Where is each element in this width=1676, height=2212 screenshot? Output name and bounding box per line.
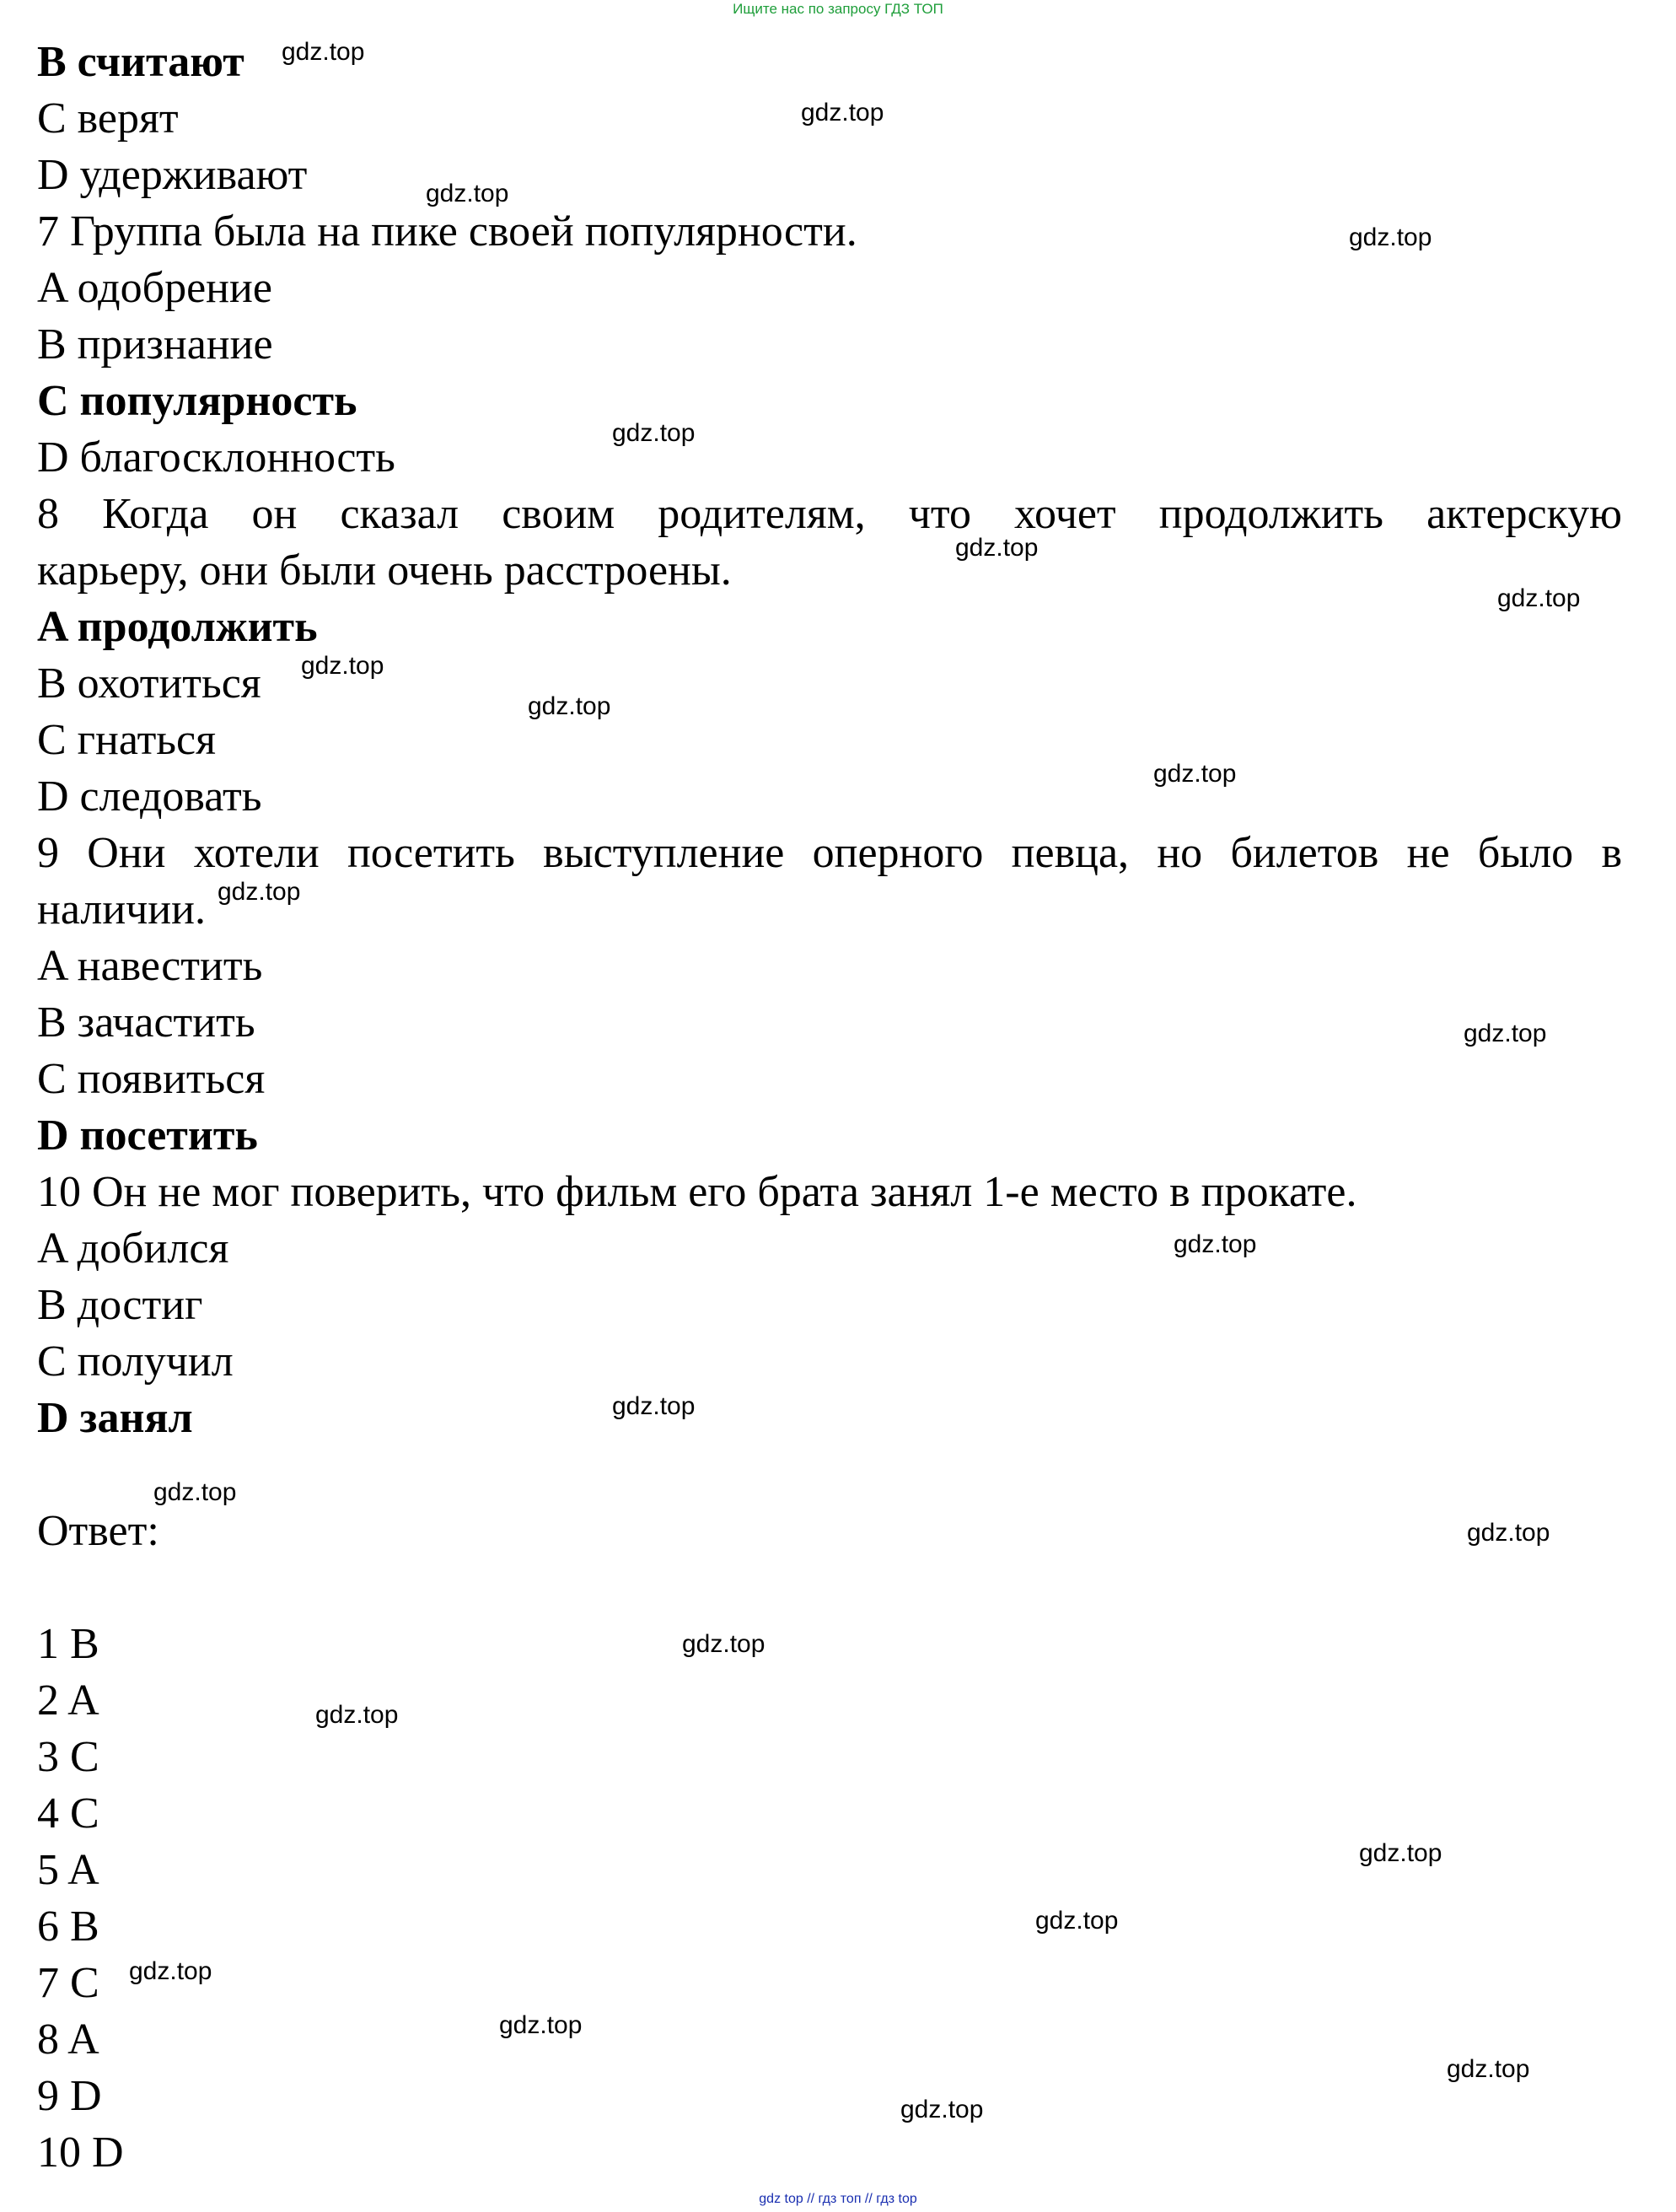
watermark: gdz.top xyxy=(1174,1230,1257,1258)
answer-item: 3 C xyxy=(37,1733,99,1781)
q10-option-a: A добился xyxy=(37,1224,229,1273)
q10-option-d-correct: D занял xyxy=(37,1394,193,1442)
q7-sentence: 7 Группа была на пике своей популярности. xyxy=(37,207,857,256)
watermark: gdz.top xyxy=(612,419,696,447)
q9-option-c: C появиться xyxy=(37,1055,266,1103)
answer-item: 2 A xyxy=(37,1676,99,1725)
watermark: gdz.top xyxy=(1153,760,1237,788)
watermark: gdz.top xyxy=(129,1957,212,1985)
q9-sentence-line2: наличии. xyxy=(37,885,206,934)
watermark: gdz.top xyxy=(1497,584,1581,612)
q10-option-c: C получил xyxy=(37,1337,234,1386)
watermark: gdz.top xyxy=(1349,223,1432,251)
q7-option-a: A одобрение xyxy=(37,264,272,312)
q6-option-c: C верят xyxy=(37,94,179,143)
watermark: gdz.top xyxy=(499,2011,583,2039)
watermark: gdz.top xyxy=(153,1478,237,1506)
watermark: gdz.top xyxy=(1035,1907,1119,1935)
answer-heading: Ответ: xyxy=(37,1507,159,1555)
watermark: gdz.top xyxy=(301,652,384,680)
watermark: gdz.top xyxy=(282,38,365,66)
q9-sentence-line1: 9 Они хотели посетить выступление оперного певца, но билетов не было в xyxy=(37,829,1622,877)
answer-item: 1 B xyxy=(37,1620,99,1668)
q6-option-b-correct: B считают xyxy=(37,38,244,86)
watermark: gdz.top xyxy=(1359,1839,1442,1867)
watermark: gdz.top xyxy=(315,1701,399,1729)
watermark: gdz.top xyxy=(682,1630,765,1658)
watermark: gdz.top xyxy=(612,1392,696,1420)
q8-option-b: B охотиться xyxy=(37,659,261,708)
q8-option-a-correct: A продолжить xyxy=(37,603,318,651)
answer-item: 8 A xyxy=(37,2016,99,2064)
q10-option-b: B достиг xyxy=(37,1281,203,1329)
q8-option-c: C гнаться xyxy=(37,716,217,764)
answer-item: 9 D xyxy=(37,2072,102,2120)
watermark: gdz.top xyxy=(1447,2055,1530,2083)
watermark: gdz.top xyxy=(955,534,1039,562)
q7-option-c-correct: C популярность xyxy=(37,377,357,425)
q9-option-d-correct: D посетить xyxy=(37,1111,258,1160)
answer-item: 4 C xyxy=(37,1790,99,1838)
footer-links: gdz top // гдз топ // гдз top xyxy=(759,2192,917,2206)
q7-option-d: D благосклонность xyxy=(37,433,395,482)
q8-sentence-line1: 8 Когда он сказал своим родителям, что хочет продолжить актерскую xyxy=(37,490,1622,538)
watermark: gdz.top xyxy=(426,180,509,207)
answer-item: 6 B xyxy=(37,1903,99,1951)
answer-item: 10 D xyxy=(37,2129,124,2177)
q6-option-d: D удерживают xyxy=(37,151,308,199)
q9-option-b: B зачастить xyxy=(37,998,255,1047)
watermark: gdz.top xyxy=(900,2096,984,2123)
answer-item: 7 C xyxy=(37,1959,99,2007)
top-banner: Ищите нас по запросу ГДЗ ТОП xyxy=(733,1,943,17)
q8-sentence-line2: карьеру, они были очень расстроены. xyxy=(37,546,732,595)
watermark: gdz.top xyxy=(218,878,301,906)
answer-item: 5 A xyxy=(37,1846,99,1894)
q10-sentence: 10 Он не мог поверить, что фильм его брата занял 1-е место в прокате. xyxy=(37,1168,1357,1216)
q9-option-a: A навестить xyxy=(37,942,263,990)
watermark: gdz.top xyxy=(1464,1020,1547,1047)
watermark: gdz.top xyxy=(1467,1519,1550,1547)
q8-option-d: D следовать xyxy=(37,772,262,821)
q7-option-b: B признание xyxy=(37,320,273,369)
watermark: gdz.top xyxy=(528,692,611,720)
watermark: gdz.top xyxy=(801,99,884,126)
